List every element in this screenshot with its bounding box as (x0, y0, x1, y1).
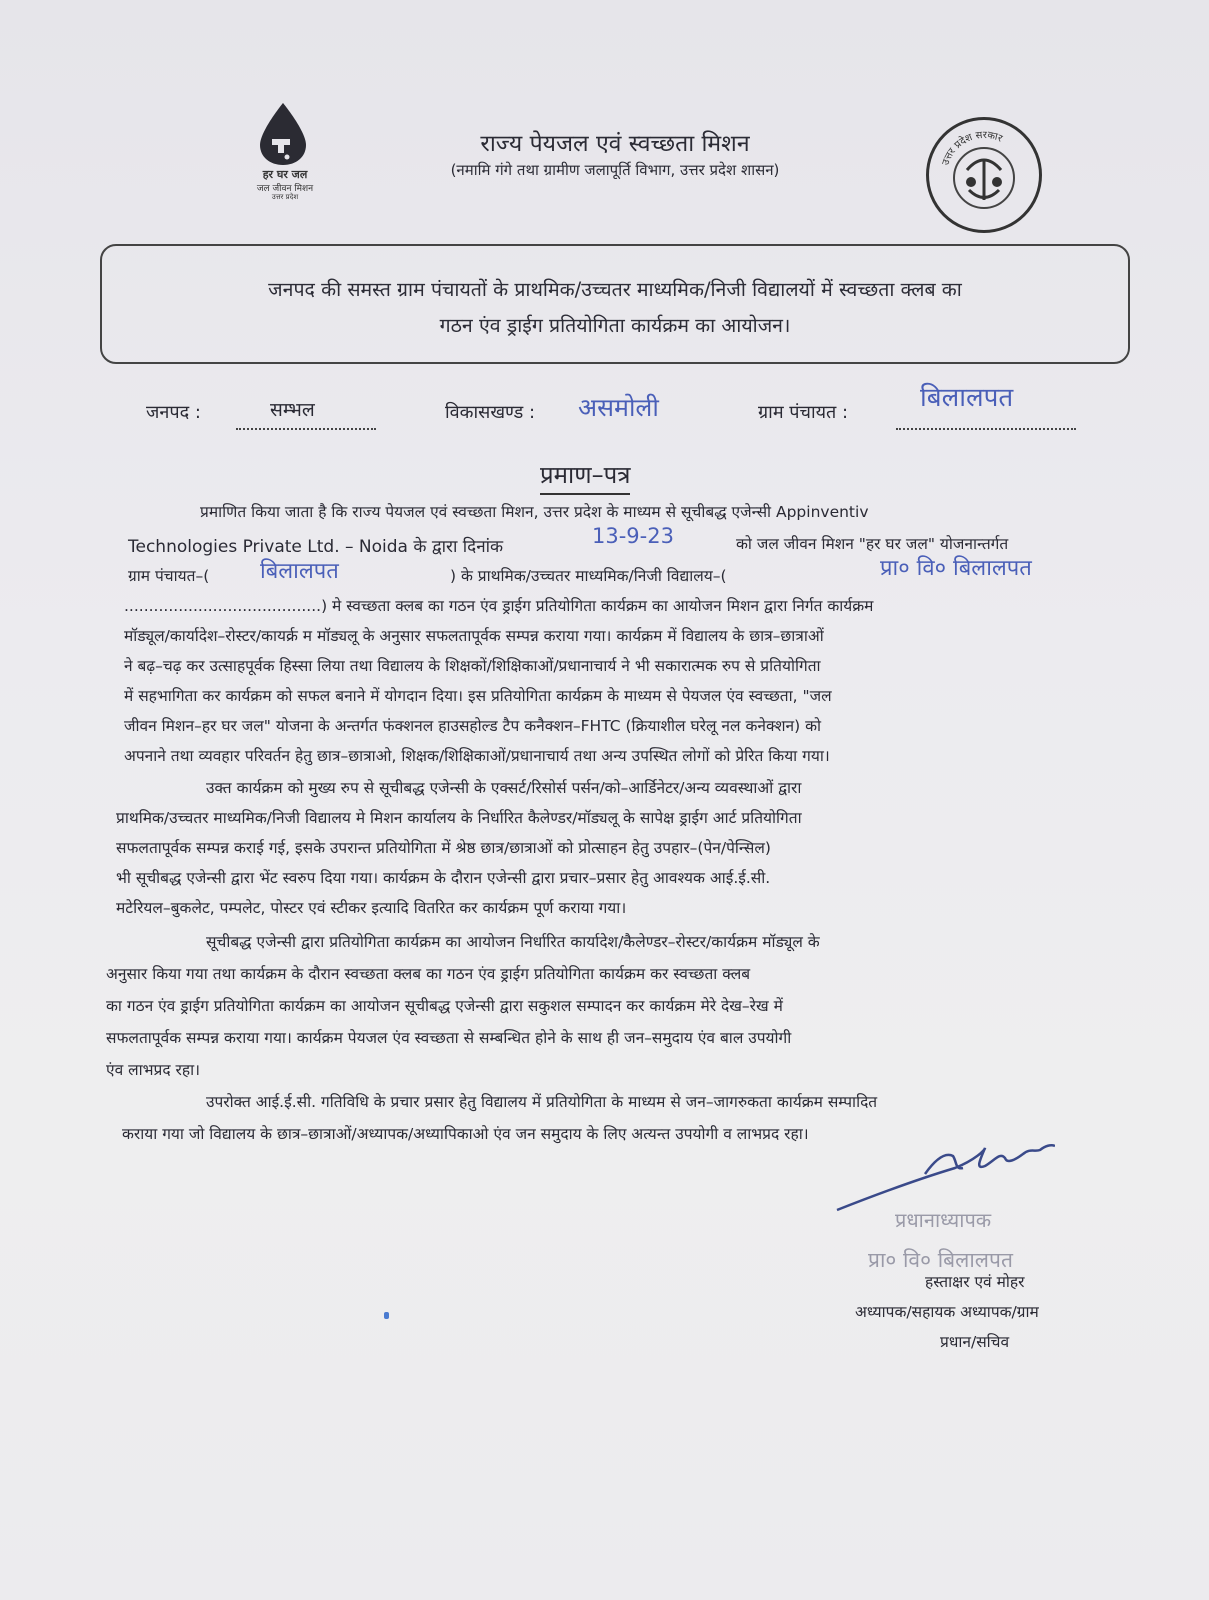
p2-line-5: मटेरियल–बुकलेट, पम्पलेट, पोस्टर एवं स्टीकर इत्यादि वितरित कर कार्यक्रम पूर्ण कराया गया। (116, 899, 627, 917)
p1-line-5: मॉड्यूल/कार्यादेश–रोस्टर/कायर्क्र म मॉड्यलू के अनुसार सफलतापूर्वक सम्पन्न कराया गया। कार्यक्रम में विद्यालय के छात्र–छात्राओं (124, 627, 824, 645)
p1-line-2b: को जल जीवन मिशन "हर घर जल" योजनान्तर्गत (736, 535, 1009, 553)
p3-line-3: का गठन एंव ड्राईग प्रतियोगिता कार्यक्रम का आयोजन सूचीबद्ध एजेन्सी द्वारा सकुशल सम्पादन कर कार्यक्रम मेरे देख–रेख में (106, 997, 783, 1015)
up-government-seal (926, 117, 1042, 233)
stamp-school: प्रा० वि० बिलालपत (868, 1248, 1013, 1272)
p1-line-3a: ग्राम पंचायत–( (128, 567, 210, 585)
p1-line-7: में सहभागिता कर कार्यक्रम को सफल बनाने में योगदान दिया। इस प्रतियोगिता कार्यक्रम के माध्यम से पेयजल एंव स्वच्छता, "जल (124, 687, 832, 705)
logo-caption-2: जल जीवन मिशन (256, 184, 314, 194)
district-label: जनपद : (146, 402, 201, 423)
block-value: असमोली (578, 393, 659, 422)
mission-title: राज्य पेयजल एवं स्वच्छता मिशन (480, 131, 750, 157)
p3-line-1: सूचीबद्ध एजेन्सी द्वारा प्रतियोगिता कार्यक्रम का आयोजन निर्धारित कार्यादेश/कैलेण्डर–रोस्टर/कार्यक्रम मॉड्यूल के (206, 933, 820, 951)
handwritten-date: 13-9-23 (592, 524, 674, 548)
program-title-line-1: जनपद की समस्त ग्राम पंचायतों के प्राथमिक/उच्चतर माध्यमिक/निजी विद्यालयों में स्वच्छता क्लब का (268, 278, 962, 301)
panchayat-label: ग्राम पंचायत : (758, 402, 849, 423)
p3-line-4: सफलतापूर्वक सम्पन्न कराया गया। कार्यक्रम पेयजल एंव स्वच्छता से सम्बन्धित होने के साथ ही जन–समुदाय एंव बाल उपयोगी (106, 1029, 792, 1047)
logo-caption-1: हर घर जल (262, 168, 308, 181)
p2-line-3: सफलतापूर्वक सम्पन्न कराई गई, इसके उपरान्त प्रतियोगिता में श्रेष्ठ छात्र/छात्राओं को प्रोत्साहन हेतु उपहार–(पेन/पेन्सिल) (116, 839, 771, 857)
p1-line-6: ने बढ़–चढ़ कर उत्साहपूर्वक हिस्सा लिया तथा विद्यालय के शिक्षकों/शिक्षिकाओं/प्रधानाचार्य ने भी सकारात्मक रुप से प्रतियोगिता (124, 657, 821, 675)
p2-line-4: भी सूचीबद्ध एजेन्सी द्वारा भेंट स्वरुप दिया गया। कार्यक्रम के दौरान एजेन्सी द्वारा प्रचार–प्रसार हेतु आवश्यक आई.ई.सी. (116, 869, 771, 887)
p1-line-4: ........................................) मे स्वच्छता क्लब का गठन एंव ड्राईग प्रतियोगिता कार्यक्रम का आयोजन मिशन द्वारा निर्गत कार्यक्रम (124, 597, 874, 615)
ink-speck (384, 1312, 389, 1319)
svg-text:उत्तर प्रदेश सरकार: उत्तर प्रदेश सरकार (940, 129, 1004, 167)
p4-line-2: कराया गया जो विद्यालय के छात्र–छात्राओं/अध्यापक/अध्यापिकाओ एंव जन समुदाय के लिए अत्यन्त उपयोगी व लाभप्रद रहा। (122, 1125, 809, 1143)
program-title-line-2: गठन एंव ड्राईग प्रतियोगिता कार्यक्रम का आयोजन। (439, 314, 791, 337)
p3-line-2: अनुसार किया गया तथा कार्यक्रम के दौरान स्वच्छता क्लब का गठन एंव ड्राईग प्रतियोगिता कार्यक्रम कर स्वच्छता क्लब (106, 965, 751, 983)
p2-line-2: प्राथमिक/उच्चतर माध्यमिक/निजी विद्यालय मे मिशन कार्यालय के निर्धारित कैलेण्डर/मॉड्यलू के सापेक्ष ड्राईग आर्ट प्रतियोगिता (116, 809, 802, 827)
p1-line-9: अपनाने तथा व्यवहार परिवर्तन हेतु छात्र–छात्राओ, शिक्षक/शिक्षिकाओं/प्रधानाचार्य तथा अन्य उपस्थित लोगों को प्रेरित किया गया। (124, 747, 830, 765)
jal-jeevan-mission-logo (250, 103, 320, 203)
seal-emblem-icon (929, 120, 1039, 230)
panchayat-value: बिलालपत (920, 383, 1014, 413)
p1-line-1: प्रमाणित किया जाता है कि राज्य पेयजल एवं स्वच्छता मिशन, उत्तर प्रदेश के माध्यम से सूचीबद्ध एजेन्सी Appinventiv (200, 503, 869, 521)
p4-line-1: उपरोक्त आई.ई.सी. गतिविधि के प्रचार प्रसार हेतु विद्यालय में प्रतियोगिता के माध्यम से जन–जागरुकता कार्यक्रम सम्पादित (206, 1093, 878, 1111)
p2-line-1: उक्त कार्यक्रम को मुख्य रुप से सूचीबद्ध एजेन्सी के एक्सर्ट/रिसोर्स पर्सन/को–आर्डिनेटर/अन्य व्यवस्थाओं द्वारा (206, 779, 802, 797)
paragraph-1 (120, 500, 1140, 765)
p1-line-3b: ) के प्राथमिक/उच्चतर माध्यमिक/निजी विद्यालय–( (450, 567, 727, 585)
certificate-title: प्रमाण–पत्र (540, 458, 630, 495)
district-value: सम्भल (270, 399, 315, 421)
signature-label-1: हस्ताक्षर एवं मोहर (925, 1273, 1025, 1291)
logo-caption-3: उत्तर प्रदेश (271, 193, 299, 201)
stamp-designation: प्रधानाध्यापक (895, 1208, 992, 1232)
program-title (120, 272, 1110, 344)
p1-line-2a: Technologies Private Ltd. – Noida के द्वारा दिनांक (128, 537, 504, 557)
handwritten-village: बिलालपत (260, 559, 339, 584)
mission-subtitle: (नमामि गंगे तथा ग्रामीण जलापूर्ति विभाग, उत्तर प्रदेश शासन) (450, 161, 780, 179)
block-label: विकासखण्ड : (445, 402, 536, 423)
signature-label-3: प्रधान/सचिव (940, 1333, 1010, 1351)
water-drop-icon (258, 103, 308, 165)
handwritten-school: प्रा० वि० बिलालपत (880, 556, 1032, 581)
signature-label-2: अध्यापक/सहायक अध्यापक/ग्राम (855, 1303, 1039, 1321)
p3-line-5: एंव लाभप्रद रहा। (106, 1061, 200, 1079)
p1-line-8: जीवन मिशन–हर घर जल" योजना के अन्तर्गत फंक्शनल हाउसहोल्ड टैप कनैक्शन–FHTC (क्रियाशील घरेलू नल कनेक्शन) को (124, 717, 822, 735)
